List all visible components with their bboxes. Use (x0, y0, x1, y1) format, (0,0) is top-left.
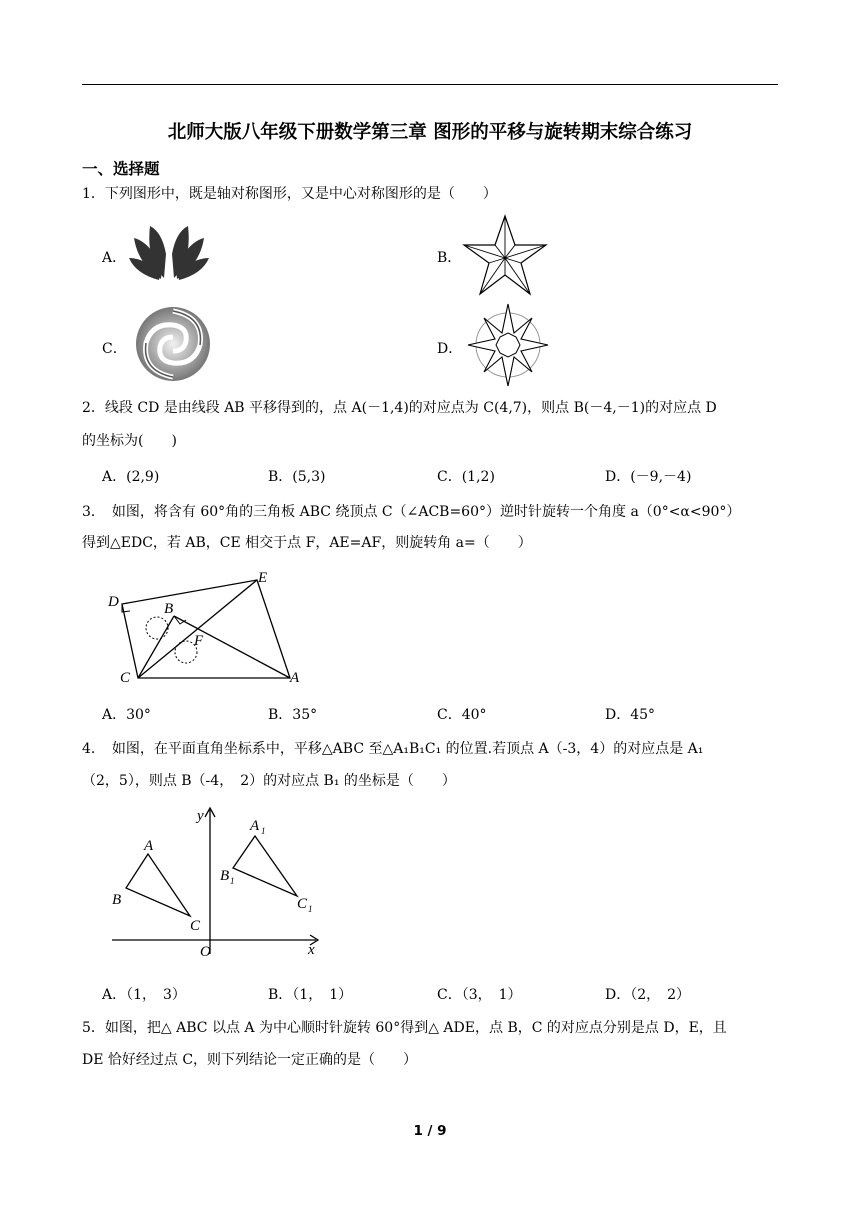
q3-option-b: B．35° (268, 707, 318, 723)
question-5-line-2: DE 恰好经过点 C，则下列结论一定正确的是（ ） (82, 1052, 418, 1068)
q2-option-d: D．(－9,－4) (605, 469, 692, 485)
q1-option-b-label: B． (437, 250, 462, 266)
q2-option-c: C．(1,2) (437, 469, 495, 485)
q3-label-f: F (194, 633, 204, 649)
q2-option-a: A．(2,9) (102, 469, 160, 485)
question-5-line-1: 5．如图，把△ ABC 以点 A 为中心顺时针旋转 60°得到△ ADE，点 B，C 的对应点分别是点 D，E，且 (82, 1020, 727, 1036)
page-title: 北师大版八年级下册数学第三章 图形的平移与旋转期末综合练习 (167, 122, 693, 143)
q4-label-origin: O (200, 944, 211, 960)
coordinate-translation-figure (104, 804, 326, 964)
q3-label-d: D (108, 594, 119, 610)
q4-option-d: D．（2， 2） (605, 987, 691, 1003)
q3-option-c: C．40° (437, 707, 487, 723)
page-number: 1 / 9 (413, 1123, 447, 1139)
question-1-stem: 1．下列图形中，既是轴对称图形，又是中心对称图形的是（ ） (82, 186, 497, 202)
q4-label-c1: C (297, 896, 308, 912)
section-heading: 一、选择题 (82, 160, 160, 178)
question-3-line-2: 得到△EDC，若 AB，CE 相交于点 F，AE=AF，则旋转角 a=（ ） (82, 535, 532, 551)
q4-label-y: y (197, 808, 204, 824)
q1-option-c-label: C． (102, 341, 127, 357)
q3-option-a: A．30° (102, 707, 151, 723)
q4-label-c: C (190, 918, 201, 934)
five-point-star-figure (462, 214, 548, 296)
q4-label-a: A (144, 838, 154, 854)
q4-option-a: A．（1， 3） (102, 987, 186, 1003)
q4-option-b: B．（1， 1） (268, 987, 353, 1003)
q4-option-c: C．（3， 1） (437, 987, 522, 1003)
q3-label-a: A (290, 670, 300, 686)
question-4-line-1: 4． 如图，在平面直角坐标系中，平移△ABC 至△A₁B₁C₁ 的位置.若顶点 A（-3，4）的对应点是 A₁ (82, 741, 704, 757)
q3-label-c: C (120, 670, 131, 686)
q4-label-b1: B (220, 868, 230, 884)
header-rule (82, 84, 778, 85)
q4-subscript-c1: 1 (308, 904, 313, 914)
q4-subscript-b1: 1 (230, 876, 235, 886)
swirl-logo-figure (134, 305, 212, 383)
q1-option-a-label: A． (102, 250, 127, 266)
q4-subscript-a1: 1 (261, 826, 266, 836)
eight-point-star-figure (466, 302, 550, 388)
triangle-rotation-figure (100, 566, 320, 690)
huawei-logo-figure (128, 220, 210, 282)
q3-label-e: E (258, 570, 268, 586)
q4-label-a1: A (250, 818, 260, 834)
question-2-line-2: 的坐标为( ) (82, 433, 177, 449)
q4-label-x: x (308, 942, 315, 958)
question-3-line-1: 3． 如图，将含有 60°角的三角板 ABC 绕顶点 C（∠ACB=60°）逆时针旋转一个角度 a（0°<α<90°） (82, 504, 741, 520)
q2-option-b: B．(5,3) (268, 469, 326, 485)
q4-label-b: B (112, 892, 122, 908)
q3-label-b: B (164, 601, 174, 617)
q3-option-d: D．45° (605, 707, 656, 723)
q1-option-d-label: D． (437, 341, 463, 357)
question-2-line-1: 2．线段 CD 是由线段 AB 平移得到的，点 A(－1,4)的对应点为 C(4,7)，则点 B(－4,－1)的对应点 D (82, 400, 717, 416)
question-4-line-2: （2，5），则点 B（-4， 2）的对应点 B₁ 的坐标是（ ） (82, 773, 456, 789)
